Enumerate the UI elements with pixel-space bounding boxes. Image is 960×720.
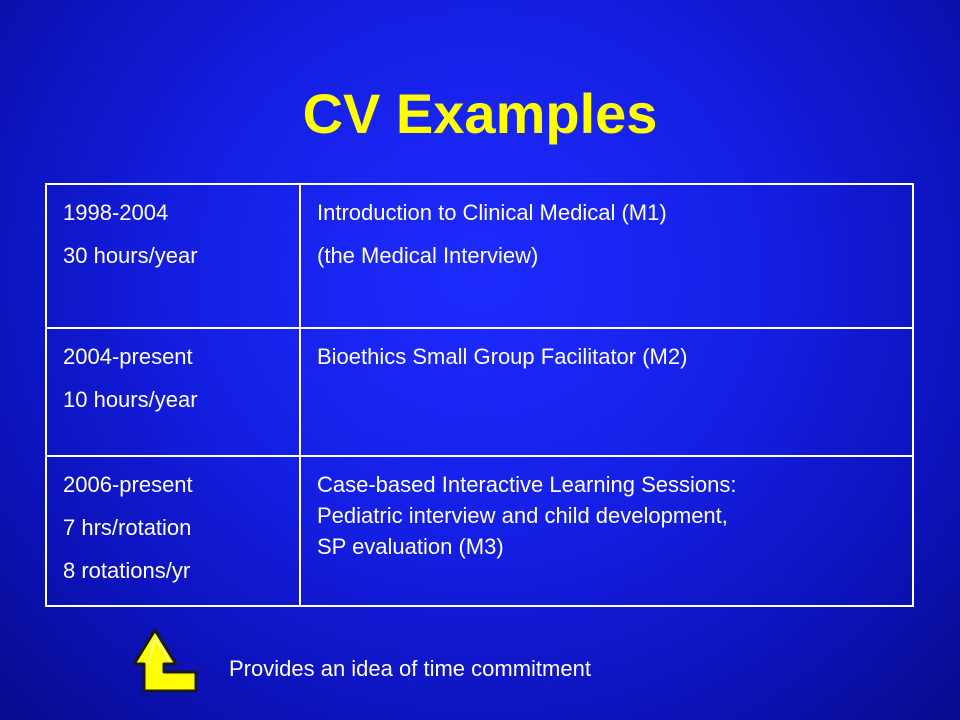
time-commitment: 10 hours/year [63, 387, 198, 412]
table-row [46, 328, 913, 456]
course-name: Bioethics Small Group Facilitator (M2) [317, 344, 688, 369]
date-range: 2006-present [63, 472, 193, 497]
date-range: 2004-present [63, 344, 193, 369]
time-commitment: 7 hrs/rotation [63, 515, 192, 540]
table-row [46, 184, 913, 328]
date-hours-cell [46, 456, 300, 606]
course-name: Case-based Interactive Learning Sessions: [317, 472, 737, 497]
date-range: 1998-2004 [63, 200, 169, 225]
cv-examples-table [45, 183, 914, 607]
course-name-continued: Pediatric interview and child development, [317, 503, 728, 528]
time-commitment: 30 hours/year [63, 243, 198, 268]
slide-title: CV Examples [302, 82, 658, 145]
course-name: Introduction to Clinical Medical (M1) [317, 200, 667, 225]
course-detail: SP evaluation (M3) [317, 534, 504, 559]
table-row [46, 456, 913, 606]
time-commitment-note: Provides an idea of time commitment [229, 656, 591, 681]
rotation-count: 8 rotations/yr [63, 558, 191, 583]
course-cell [300, 328, 913, 456]
turn-up-arrow-icon [128, 624, 200, 694]
date-hours-cell [46, 184, 300, 328]
date-hours-cell [46, 328, 300, 456]
course-cell [300, 184, 913, 328]
course-detail: (the Medical Interview) [317, 243, 539, 268]
course-cell [300, 456, 913, 606]
